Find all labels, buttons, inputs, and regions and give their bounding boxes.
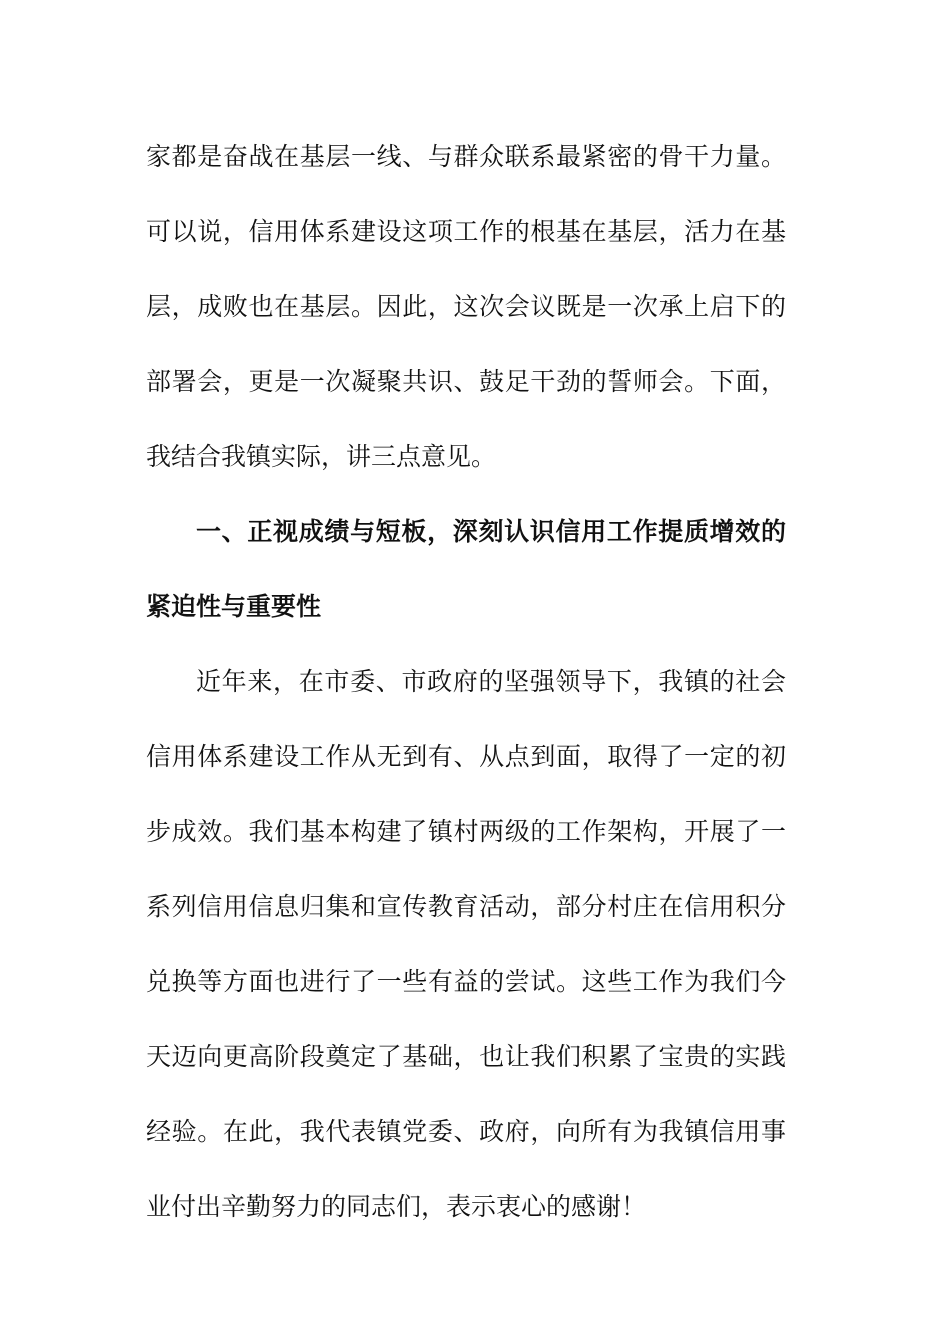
text-line: 信用体系建设工作从无到有、从点到面，取得了一定的初	[146, 742, 786, 771]
text-line: 部署会，更是一次凝聚共识、鼓足干劲的誓师会。下面，	[146, 367, 786, 396]
text-line: 家都是奋战在基层一线、与群众联系最紧密的骨干力量。	[146, 142, 786, 171]
text-line: 兑换等方面也进行了一些有益的尝试。这些工作为我们今	[146, 967, 786, 996]
heading-line: 一、正视成绩与短板，深刻认识信用工作提质增效的	[196, 517, 786, 546]
text-line: 步成效。我们基本构建了镇村两级的工作架构，开展了一	[146, 817, 786, 846]
text-line: 我结合我镇实际，讲三点意见。	[146, 442, 497, 471]
text-line: 业付出辛勤努力的同志们，表示衷心的感谢！	[146, 1192, 647, 1221]
paragraph	[146, 644, 786, 1244]
text-line: 天迈向更高阶段奠定了基础，也让我们积累了宝贵的实践	[146, 1042, 786, 1071]
text-line: 近年来，在市委、市政府的坚强领导下，我镇的社会	[196, 667, 786, 696]
paragraph-continued	[146, 119, 786, 494]
heading-line: 紧迫性与重要性	[146, 592, 322, 621]
section-heading	[146, 494, 786, 644]
text-line: 经验。在此，我代表镇党委、政府，向所有为我镇信用事	[146, 1117, 786, 1146]
text-line: 系列信用信息归集和宣传教育活动，部分村庄在信用积分	[146, 892, 786, 921]
document-body	[146, 119, 786, 1244]
text-line: 可以说，信用体系建设这项工作的根基在基层，活力在基	[146, 217, 786, 246]
text-line: 层，成败也在基层。因此，这次会议既是一次承上启下的	[146, 292, 786, 321]
